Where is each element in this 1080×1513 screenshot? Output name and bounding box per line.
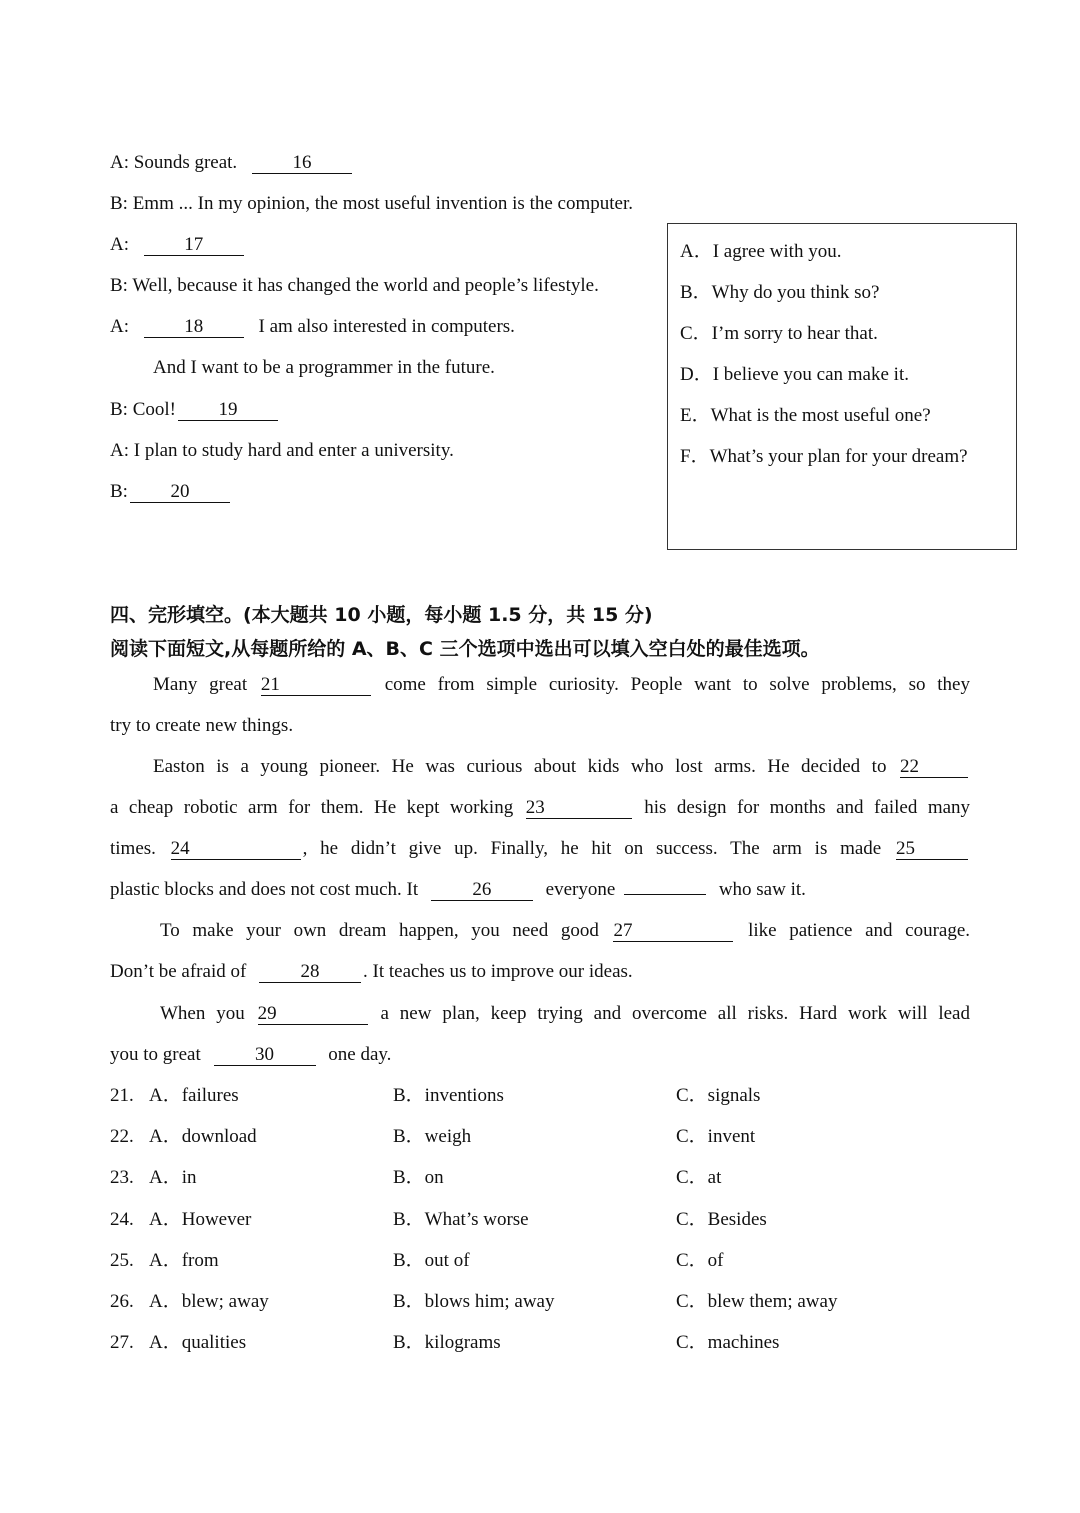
answer-blank-30[interactable]: 30 [214, 1045, 316, 1066]
dialogue-line-1 [110, 151, 354, 175]
dialogue-text: A: [110, 316, 129, 337]
answer-blank-19[interactable]: 19 [178, 400, 278, 421]
option-f: F．What’s your plan for your dream? [680, 446, 968, 467]
choice-a[interactable]: A．in [149, 1167, 197, 1188]
question-row [110, 1208, 970, 1232]
question-number: 26. [110, 1291, 134, 1312]
passage-line-5 [110, 837, 970, 861]
choice-b[interactable]: B．weigh [393, 1126, 472, 1147]
question-number: 22. [110, 1126, 134, 1147]
dialogue-line-6: And I want to be a programmer in the future. [153, 357, 495, 378]
dialogue-line-2: B: Emm ... In my opinion, the most useful invention is the computer. [110, 193, 633, 214]
dialogue-text: B: [110, 481, 128, 502]
passage-text: his design for months and failed many [644, 797, 971, 818]
choice-b[interactable]: B．out of [393, 1250, 470, 1271]
answer-blank-22[interactable]: 22 [900, 757, 968, 778]
choice-c[interactable]: C．of [676, 1250, 724, 1271]
answer-blank-27[interactable]: 27 [613, 921, 733, 942]
choice-b[interactable]: B．What’s worse [393, 1209, 529, 1230]
passage-line-9 [110, 1002, 970, 1026]
answer-blank-16[interactable]: 16 [252, 153, 352, 174]
passage-text: Many great [153, 674, 248, 695]
passage-text: To make your own dream happen, you need good [160, 920, 599, 941]
passage-line-10 [110, 1043, 391, 1067]
answer-blank-26[interactable]: 26 [431, 880, 533, 901]
answer-blank-25[interactable]: 25 [896, 839, 968, 860]
question-number: 27. [110, 1332, 134, 1353]
option-c: C．I’m sorry to hear that. [680, 323, 878, 344]
passage-text: a new plan, keep trying and overcome all risks. Hard work will lead [380, 1003, 970, 1024]
section-instruction: 阅读下面短文,从每题所给的 A、B、C 三个选项中选出可以填入空白处的最佳选项。 [110, 638, 820, 660]
answer-blank-23[interactable]: 23 [526, 798, 632, 819]
question-row [110, 1290, 970, 1314]
question-number: 23. [110, 1167, 134, 1188]
option-e: E．What is the most useful one? [680, 405, 931, 426]
passage-text: like patience and courage. [748, 920, 971, 941]
passage-line-8 [110, 960, 633, 984]
option-d: D．I believe you can make it. [680, 364, 909, 385]
answer-blank-24[interactable]: 24 [171, 839, 301, 860]
answer-blank-21[interactable]: 21 [261, 675, 371, 696]
passage-text: one day. [328, 1044, 392, 1065]
question-row [110, 1084, 970, 1108]
choice-c[interactable]: C．invent [676, 1126, 756, 1147]
choice-a[interactable]: A．failures [149, 1085, 239, 1106]
passage-line-3 [110, 755, 970, 779]
question-number: 24. [110, 1209, 134, 1230]
dialogue-text: A: Sounds great. [110, 152, 238, 173]
question-row [110, 1331, 970, 1355]
choice-a[interactable]: A．download [149, 1126, 257, 1147]
passage-text: . It teaches us to improve our ideas. [363, 961, 633, 982]
choice-b[interactable]: B．inventions [393, 1085, 504, 1106]
dialogue-text: A: [110, 234, 129, 255]
answer-blank-unnumbered[interactable] [624, 894, 706, 895]
dialogue-line-3 [110, 233, 246, 257]
choice-c[interactable]: C．blew them; away [676, 1291, 838, 1312]
choice-a[interactable]: A．from [149, 1250, 219, 1271]
answer-blank-29[interactable]: 29 [258, 1004, 368, 1025]
section-title: 四、完形填空。(本大题共 10 小题，每小题 1.5 分，共 15 分) [110, 604, 653, 626]
passage-text: you to great [110, 1044, 201, 1065]
passage-line-1 [110, 673, 970, 697]
dialogue-line-7 [110, 398, 280, 422]
answer-blank-17[interactable]: 17 [144, 235, 244, 256]
passage-text: Don’t be afraid of [110, 961, 247, 982]
passage-text: come from simple curiosity. People want to solve problems, so they [384, 674, 970, 695]
dialogue-text: B: Cool! [110, 399, 176, 420]
answer-blank-20[interactable]: 20 [130, 482, 230, 503]
dialogue-text: I am also interested in computers. [258, 316, 515, 337]
option-b: B．Why do you think so? [680, 282, 880, 303]
dialogue-line-5 [110, 315, 515, 339]
passage-text: plastic blocks and does not cost much. It [110, 879, 419, 900]
passage-text: times. [110, 838, 156, 859]
dialogue-line-4: B: Well, because it has changed the world and people’s lifestyle. [110, 275, 599, 296]
passage-line-6 [110, 878, 806, 902]
passage-text: When you [160, 1003, 245, 1024]
choice-c[interactable]: C．at [676, 1167, 722, 1188]
choice-a[interactable]: A．qualities [149, 1332, 247, 1353]
choice-c[interactable]: C．machines [676, 1332, 780, 1353]
choice-a[interactable]: A．However [149, 1209, 252, 1230]
question-row [110, 1166, 970, 1190]
dialogue-line-9 [110, 480, 232, 504]
choice-a[interactable]: A．blew; away [149, 1291, 269, 1312]
choice-c[interactable]: C．Besides [676, 1209, 767, 1230]
choice-c[interactable]: C．signals [676, 1085, 761, 1106]
choice-b[interactable]: B．kilograms [393, 1332, 501, 1353]
option-a: A．I agree with you. [680, 241, 842, 262]
question-row [110, 1125, 970, 1149]
question-number: 25. [110, 1250, 134, 1271]
passage-text: , he didn’t give up. Finally, he hit on success. The arm is made [302, 838, 882, 859]
question-row [110, 1249, 970, 1273]
options-box [667, 223, 1017, 550]
passage-text: Easton is a young pioneer. He was curious about kids who lost arms. He decided to [153, 756, 887, 777]
question-number: 21. [110, 1085, 134, 1106]
passage-line-4 [110, 796, 970, 820]
passage-text: everyone [545, 879, 616, 900]
choice-b[interactable]: B．blows him; away [393, 1291, 555, 1312]
answer-blank-28[interactable]: 28 [259, 962, 361, 983]
passage-text: a cheap robotic arm for them. He kept working [110, 797, 514, 818]
answer-blank-18[interactable]: 18 [144, 317, 244, 338]
passage-line-7 [110, 919, 970, 943]
choice-b[interactable]: B．on [393, 1167, 444, 1188]
passage-text: who saw it. [718, 879, 806, 900]
dialogue-line-8: A: I plan to study hard and enter a university. [110, 440, 454, 461]
passage-line-2: try to create new things. [110, 715, 294, 736]
